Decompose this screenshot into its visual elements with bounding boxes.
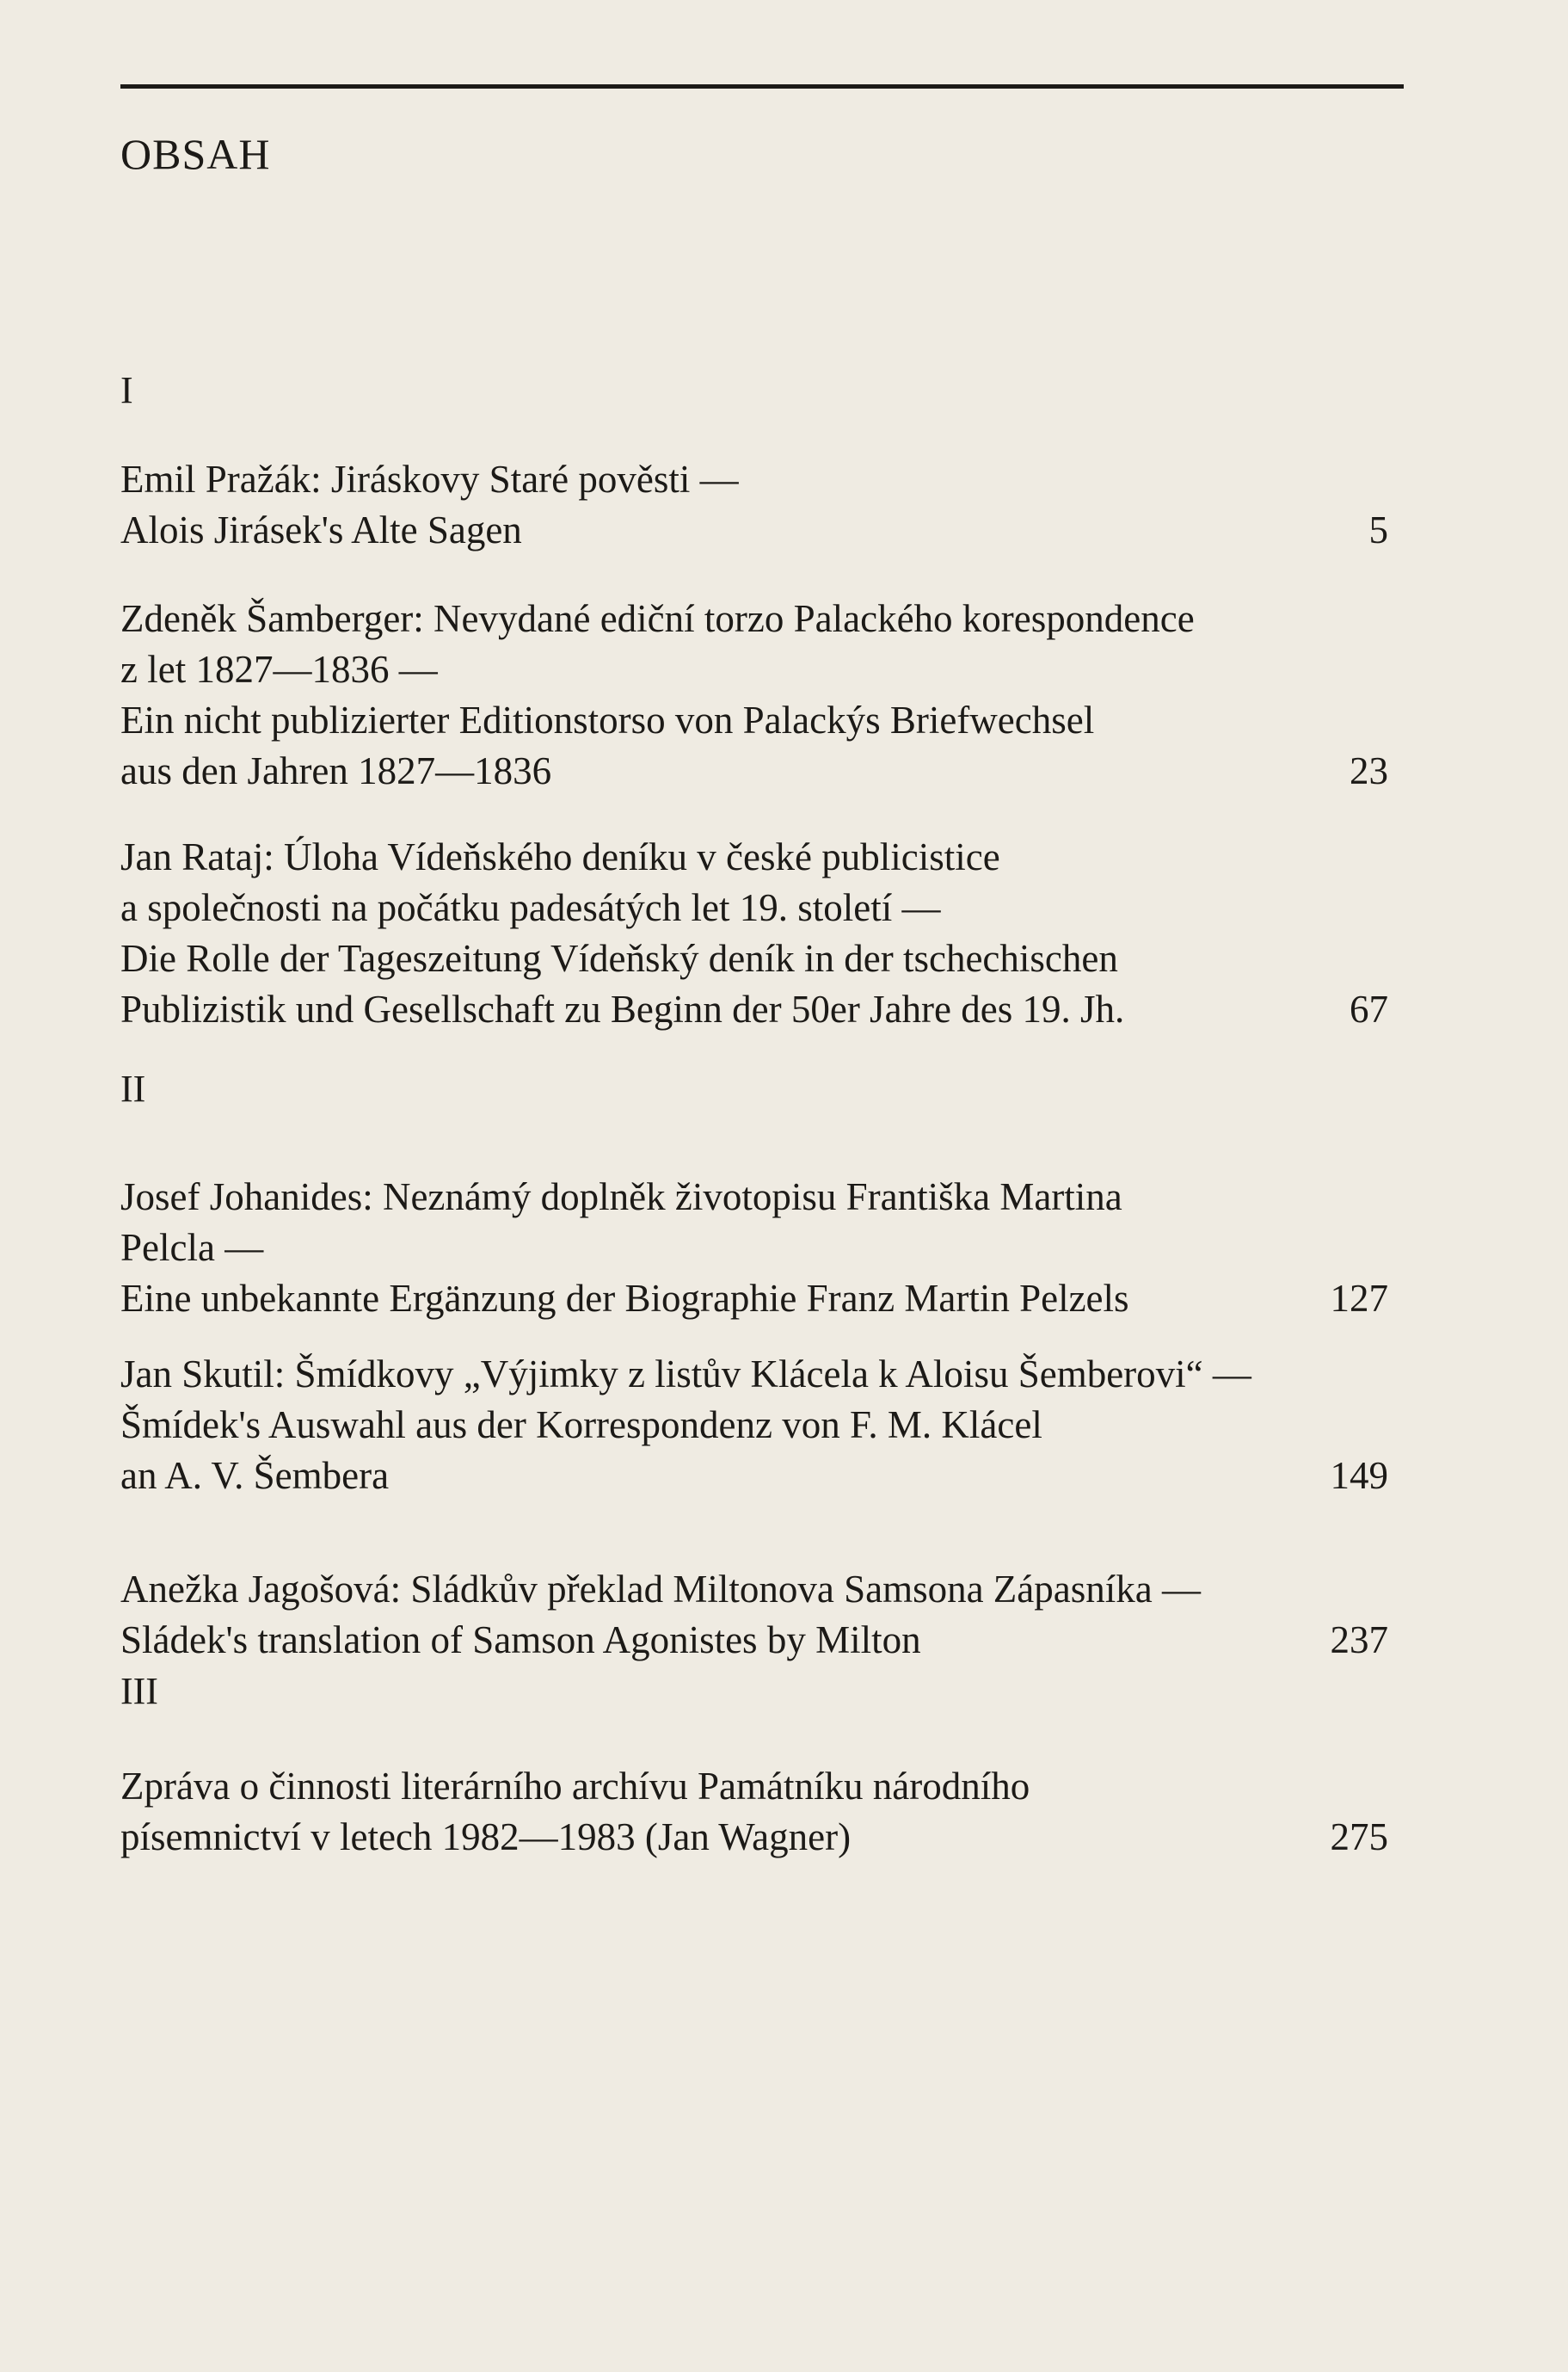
entry-line <box>120 454 1404 505</box>
entry-text: an A. V. Šembera <box>120 1454 390 1497</box>
entry-line <box>120 695 1404 746</box>
page-title: OBSAH <box>120 130 271 178</box>
toc-entry-samberger <box>120 594 1404 797</box>
entry-text: Ein nicht publizierter Editionstorso von Palackýs Briefwechsel <box>120 699 1095 742</box>
entry-line <box>120 746 1404 797</box>
page-number: 5 <box>1368 508 1388 551</box>
entry-text: Die Rolle der Tageszeitung Vídeňský deník in der tschechischen <box>120 937 1118 980</box>
entry-text: Pelcla — <box>120 1226 264 1269</box>
entry-text: Publizistik und Gesellschaft zu Beginn der 50er Jahre des 19. Jh. <box>120 988 1125 1031</box>
entry-text: Šmídek's Auswahl aus der Korrespondenz von F. M. Klácel <box>120 1403 1042 1446</box>
entry-text: z let 1827—1836 — <box>120 648 438 691</box>
entry-line <box>120 1615 1404 1666</box>
entry-line <box>120 1451 1404 1501</box>
entry-line <box>120 1223 1404 1273</box>
toc-entry-skutil <box>120 1349 1404 1501</box>
toc-entry-johanides <box>120 1172 1404 1324</box>
entry-text: Alois Jirásek's Alte Sagen <box>120 508 522 551</box>
entry-line <box>120 1172 1404 1223</box>
page-number: 67 <box>1350 988 1388 1031</box>
page-number: 237 <box>1330 1618 1388 1661</box>
entry-text: Jan Rataj: Úloha Vídeňského deníku v české publicistice <box>120 835 1000 878</box>
entry-line <box>120 832 1404 883</box>
entry-line <box>120 1273 1404 1324</box>
page-number: 275 <box>1330 1815 1388 1858</box>
entry-text: Zpráva o činnosti literárního archívu Památníku národního <box>120 1765 1030 1808</box>
entry-text: Josef Johanides: Neznámý doplněk životopisu Františka Martina <box>120 1175 1122 1218</box>
entry-line <box>120 1812 1404 1863</box>
entry-text: Jan Skutil: Šmídkovy „Výjimky z listův Klácela k Aloisu Šemberovi“ — <box>120 1352 1251 1395</box>
section-label-ii: II <box>120 1068 146 1110</box>
entry-text: a společnosti na počátku padesátých let 19. století — <box>120 886 941 929</box>
entry-text: Emil Pražák: Jiráskovy Staré pověsti — <box>120 458 739 501</box>
entry-text: Anežka Jagošová: Sládkův překlad Miltonova Samsona Zápasníka — <box>120 1568 1201 1611</box>
toc-entry-prazak <box>120 454 1404 556</box>
entry-line <box>120 644 1404 695</box>
entry-line <box>120 1761 1404 1812</box>
entry-line <box>120 505 1404 556</box>
entry-line <box>120 1564 1404 1615</box>
entry-text: aus den Jahren 1827—1836 <box>120 749 552 792</box>
toc-entry-wagner <box>120 1761 1404 1863</box>
page-number: 149 <box>1330 1454 1388 1497</box>
entry-line <box>120 883 1404 933</box>
page-number: 23 <box>1350 749 1388 792</box>
entry-line <box>120 984 1404 1035</box>
toc-entry-jagosova <box>120 1564 1404 1666</box>
entry-text: Zdeněk Šamberger: Nevydané ediční torzo Palackého korespondence <box>120 597 1195 640</box>
top-rule <box>120 84 1404 89</box>
entry-line <box>120 1400 1404 1451</box>
entry-line <box>120 1349 1404 1400</box>
entry-text: písemnictví v letech 1982—1983 (Jan Wagner) <box>120 1815 852 1858</box>
page-number: 127 <box>1330 1277 1388 1320</box>
entry-text: Sládek's translation of Samson Agonistes by Milton <box>120 1618 921 1661</box>
entry-text: Eine unbekannte Ergänzung der Biographie Franz Martin Pelzels <box>120 1277 1129 1320</box>
entry-line <box>120 933 1404 984</box>
toc-entry-rataj <box>120 832 1404 1035</box>
section-label-iii: III <box>120 1670 158 1712</box>
section-label-i: I <box>120 369 133 411</box>
entry-line <box>120 594 1404 644</box>
